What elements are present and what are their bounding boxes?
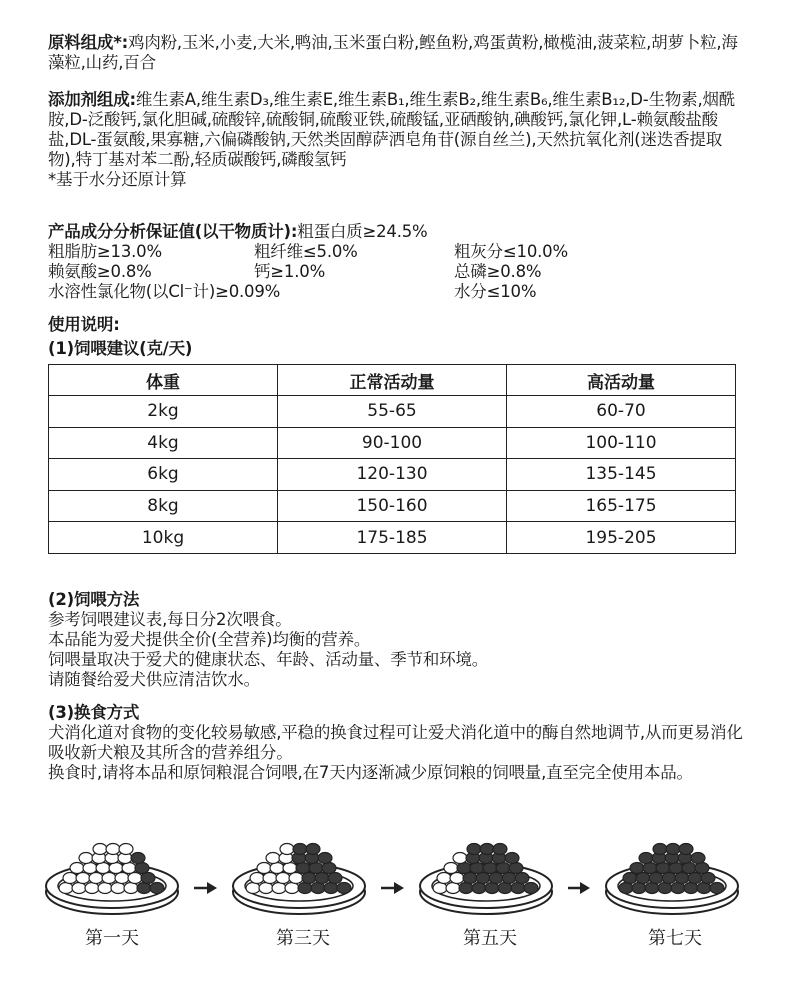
new-kibble	[293, 844, 307, 855]
guarantee-row	[48, 262, 748, 282]
old-kibble	[59, 883, 73, 894]
arrow-head	[207, 882, 217, 894]
table-row	[49, 522, 736, 554]
guarantee-label: 产品成分分析保证值(以干物质计):	[48, 222, 298, 241]
new-kibble	[311, 883, 325, 894]
new-kibble	[485, 883, 499, 894]
table-cell: 135-145	[507, 459, 736, 491]
day-label: 第三天	[276, 928, 330, 949]
method-line: 本品能为爱犬提供全价(全营养)均衡的营养。	[48, 630, 371, 649]
table-cell: 120-130	[278, 459, 507, 491]
guarantee-value: 钙≥1.0%	[254, 262, 326, 281]
new-kibble	[135, 863, 149, 874]
new-kibble	[137, 883, 151, 894]
old-kibble	[70, 863, 84, 874]
new-kibble	[639, 853, 653, 864]
new-kibble	[463, 873, 477, 884]
new-kibble	[489, 873, 503, 884]
guarantee-value: 总磷≥0.8%	[454, 262, 542, 281]
switch-paragraph: 换食时,请将本品和原饲粮混合饲喂,在7天内逐渐减少原饲粮的饲喂量,直至完全使用本品。	[48, 763, 693, 782]
new-kibble	[337, 883, 351, 894]
table-cell: 2kg	[49, 396, 278, 428]
old-kibble	[93, 844, 107, 855]
new-kibble	[498, 883, 512, 894]
old-kibble	[63, 873, 77, 884]
old-kibble	[109, 863, 123, 874]
feeding-method-heading: (2)饲喂方法	[48, 590, 140, 609]
new-kibble	[511, 883, 525, 894]
new-kibble	[515, 873, 529, 884]
new-kibble	[684, 883, 698, 894]
day-label: 第一天	[85, 928, 139, 949]
new-kibble	[457, 863, 471, 874]
new-kibble	[619, 883, 633, 894]
old-kibble	[259, 883, 273, 894]
table-row	[49, 427, 736, 459]
old-kibble	[106, 844, 120, 855]
old-kibble	[85, 883, 99, 894]
feeding-suggestion-heading: (1)饲喂建议(克/天)	[48, 339, 193, 358]
old-kibble	[437, 873, 451, 884]
new-kibble	[669, 863, 683, 874]
old-kibble	[280, 844, 294, 855]
old-kibble	[246, 883, 260, 894]
new-kibble	[150, 883, 164, 894]
column-header-high: 高活动量	[507, 365, 736, 396]
table-cell: 10kg	[49, 522, 278, 554]
new-kibble	[662, 873, 676, 884]
old-kibble	[250, 873, 264, 884]
table-cell: 55-65	[278, 396, 507, 428]
guarantee-value: 水分≤10%	[454, 282, 537, 301]
guarantee-first: 粗蛋白质≥24.5%	[297, 222, 428, 241]
old-kibble	[266, 853, 280, 864]
old-kibble	[272, 883, 286, 894]
new-kibble	[483, 863, 497, 874]
guarantee-row	[48, 282, 748, 302]
new-kibble	[315, 873, 329, 884]
feeding-table	[48, 364, 736, 554]
guarantee-value: 粗脂肪≥13.0%	[48, 242, 162, 261]
old-kibble	[283, 863, 297, 874]
method-line: 饲喂量取决于爱犬的健康状态、年龄、活动量、季节和环境。	[48, 650, 489, 669]
usage-title: 使用说明:	[48, 315, 120, 334]
new-kibble	[658, 883, 672, 894]
new-kibble	[472, 883, 486, 894]
new-kibble	[666, 844, 680, 855]
switch-paragraph: 犬消化道对食物的变化较易敏感,平稳的换食过程可让爱犬消化道中的酶自然地调节,从而更易消化吸收新犬粮及其所含的营养组分。	[48, 723, 743, 762]
new-kibble	[675, 873, 689, 884]
old-kibble	[115, 873, 129, 884]
new-kibble	[480, 844, 494, 855]
old-kibble	[276, 873, 290, 884]
column-header-weight: 体重	[49, 365, 278, 396]
old-kibble	[433, 883, 447, 894]
additives-text: 维生素A,维生素D₃,维生素E,维生素B₁,维生素B₂,维生素B₆,维生素B₁₂,D-生物素,烟酰胺,D-泛酸钙,氯化胆碱,硫酸锌,硫酸铜,硫酸亚铁,硫酸锰,亚硒酸钠,碘酸钙,氯化钾,L-赖氨酸盐酸盐,DL-蛋氨酸,果寡糖,六偏磷酸钠,天然类固醇萨洒皂角苷(源自丝兰),天然抗氧化剂(迷迭香提取物),特丁基对苯二酚,轻质碳酸钙,磷酸氢钙	[48, 90, 736, 169]
new-kibble	[623, 873, 637, 884]
old-kibble	[89, 873, 103, 884]
new-kibble	[697, 883, 711, 894]
new-kibble	[476, 873, 490, 884]
table-cell: 100-110	[507, 427, 736, 459]
old-kibble	[270, 863, 284, 874]
new-kibble	[632, 883, 646, 894]
new-kibble	[324, 883, 338, 894]
new-kibble	[643, 863, 657, 874]
new-kibble	[682, 863, 696, 874]
old-kibble	[111, 883, 125, 894]
table-cell: 4kg	[49, 427, 278, 459]
table-cell: 175-185	[278, 522, 507, 554]
method-line: 请随餐给爱犬供应清洁饮水。	[48, 670, 260, 689]
new-kibble	[502, 873, 516, 884]
table-cell: 8kg	[49, 490, 278, 522]
arrow-head	[580, 882, 590, 894]
new-kibble	[691, 853, 705, 864]
ingredients-text: 鸡肉粉,玉米,小麦,大米,鸭油,玉米蛋白粉,鲣鱼粉,鸡蛋黄粉,橄榄油,菠菜粒,胡萝卜粒,海藻粒,山药,百合	[48, 33, 738, 72]
guarantee-value: 粗灰分≤10.0%	[454, 242, 568, 261]
table-row	[49, 459, 736, 491]
new-kibble	[296, 863, 310, 874]
old-kibble	[122, 863, 136, 874]
additives-section	[48, 90, 748, 190]
new-kibble	[509, 863, 523, 874]
new-kibble	[710, 883, 724, 894]
new-kibble	[131, 853, 145, 864]
old-kibble	[119, 844, 133, 855]
table-cell: 6kg	[49, 459, 278, 491]
moisture-note: *基于水分还原计算	[48, 170, 187, 189]
old-kibble	[289, 873, 303, 884]
new-kibble	[671, 883, 685, 894]
new-kibble	[322, 863, 336, 874]
table-cell: 150-160	[278, 490, 507, 522]
old-kibble	[285, 883, 299, 894]
old-kibble	[124, 883, 138, 894]
table-cell: 60-70	[507, 396, 736, 428]
guarantee-section	[48, 222, 748, 302]
ingredients-section	[48, 33, 748, 73]
new-kibble	[493, 844, 507, 855]
additives-label: 添加剂组成:	[48, 90, 136, 109]
new-kibble	[505, 853, 519, 864]
new-kibble	[701, 873, 715, 884]
old-kibble	[444, 863, 458, 874]
table-header-row	[49, 365, 736, 396]
old-kibble	[79, 853, 93, 864]
new-kibble	[524, 883, 538, 894]
old-kibble	[72, 883, 86, 894]
new-kibble	[298, 883, 312, 894]
method-line: 参考饲喂建议表,每日分2次喂食。	[48, 610, 292, 629]
new-kibble	[656, 863, 670, 874]
new-kibble	[653, 844, 667, 855]
new-kibble	[645, 883, 659, 894]
ingredients-label: 原料组成*:	[48, 33, 129, 52]
new-kibble	[459, 883, 473, 894]
new-kibble	[688, 873, 702, 884]
old-kibble	[128, 873, 142, 884]
table-cell: 90-100	[278, 427, 507, 459]
old-kibble	[76, 873, 90, 884]
old-kibble	[453, 853, 467, 864]
old-kibble	[102, 873, 116, 884]
food-switch-heading: (3)换食方式	[48, 703, 140, 722]
table-row	[49, 396, 736, 428]
old-kibble	[446, 883, 460, 894]
new-kibble	[470, 863, 484, 874]
new-kibble	[328, 873, 342, 884]
new-kibble	[309, 863, 323, 874]
new-kibble	[306, 844, 320, 855]
new-kibble	[630, 863, 644, 874]
old-kibble	[83, 863, 97, 874]
guarantee-row	[48, 242, 748, 262]
table-row	[49, 490, 736, 522]
new-kibble	[649, 873, 663, 884]
old-kibble	[257, 863, 271, 874]
food-switch-section	[48, 703, 748, 783]
old-kibble	[98, 883, 112, 894]
table-cell: 165-175	[507, 490, 736, 522]
day-label: 第七天	[648, 928, 702, 949]
new-kibble	[302, 873, 316, 884]
new-kibble	[636, 873, 650, 884]
feeding-method-section	[48, 590, 748, 690]
guarantee-value: 赖氨酸≥0.8%	[48, 262, 152, 281]
old-kibble	[450, 873, 464, 884]
new-kibble	[467, 844, 481, 855]
table-cell: 195-205	[507, 522, 736, 554]
new-kibble	[141, 873, 155, 884]
new-kibble	[496, 863, 510, 874]
new-kibble	[679, 844, 693, 855]
column-header-normal: 正常活动量	[278, 365, 507, 396]
day-label: 第五天	[463, 928, 517, 949]
guarantee-value: 粗纤维≤5.0%	[254, 242, 358, 261]
old-kibble	[96, 863, 110, 874]
new-kibble	[695, 863, 709, 874]
guarantee-value: 水溶性氯化物(以Cl⁻计)≥0.09%	[48, 282, 281, 301]
new-kibble	[318, 853, 332, 864]
arrow-head	[394, 882, 404, 894]
old-kibble	[263, 873, 277, 884]
